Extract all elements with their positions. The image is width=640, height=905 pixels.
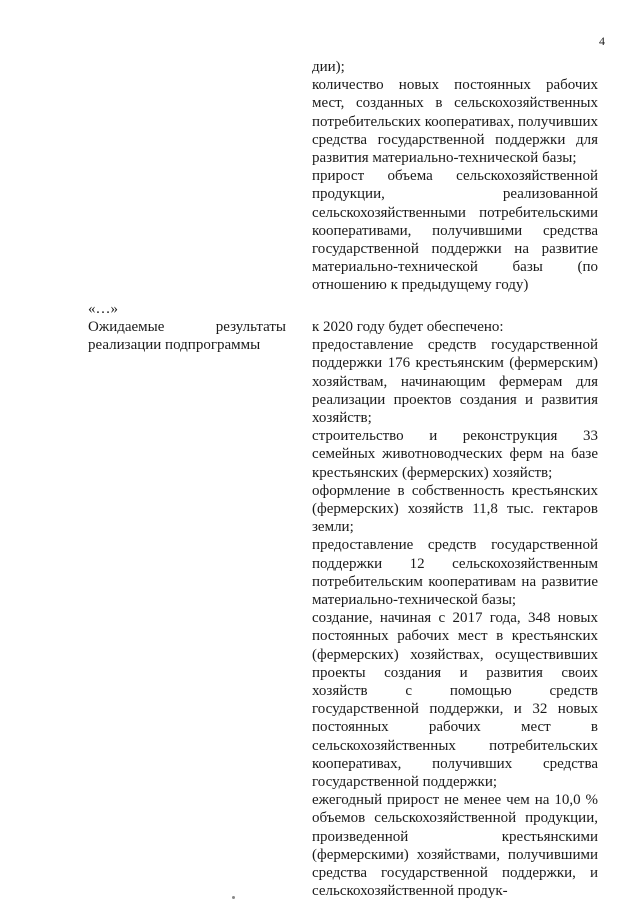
list-item: строительство и реконструкция 33 семейных животноводческих ферм на базе крестьянских (фермерских) хозяйств;	[312, 428, 598, 481]
list-item: создание, начиная с 2017 года, 348 новых постоянных рабочих мест в крестьянских (фермерских) хозяйствах, осуществивших проекты создания и развития своих хозяйств с помощью средств государственной поддержки, и 32 новых постоянных рабочих мест в сельскохозяйственных потребительских кооперативах, получивших средства государственной поддержки;	[312, 610, 598, 791]
omission-mark	[88, 300, 286, 318]
page-number: 4	[599, 34, 605, 48]
list-item: дии);	[312, 59, 345, 75]
list-item: прирост объема сельскохозяйственной продукции, реализованной сельскохозяйственными потребительскими кооперативами, получившими средства государственной поддержки на развитие материально-технической базы (по отношению к предыдущему году)	[312, 168, 598, 294]
list-item: оформление в собственность крестьянских (фермерских) хозяйств 11,8 тыс. гектаров земли;	[312, 482, 598, 536]
section-label-text: Ожидаемые результаты реализации подпрограммы	[88, 319, 286, 354]
indicators-list-continued	[312, 58, 598, 295]
list-item: к 2020 году будет обеспечено:	[312, 319, 504, 335]
expected-results-list	[312, 318, 598, 901]
omission-text: «…»	[88, 301, 118, 317]
list-item: количество новых постоянных рабочих мест, созданных в сельскохозяйственных потребительских кооперативах, получивших средства государственной поддержки для развития материально-технической базы;	[312, 77, 598, 167]
list-item: предоставление средств государственной поддержки 176 крестьянским (фермерским) хозяйствам, начинающим фермерам для реализации проектов создания и развития хозяйств;	[312, 337, 598, 427]
section-label	[88, 318, 286, 354]
scan-speck	[232, 896, 235, 899]
list-item: ежегодный прирост не менее чем на 10,0 % объемов сельскохозяйственной продукции, произведенной крестьянскими (фермерскими) хозяйствами, получившими средства государственной поддержки, и сельскохозяйственной продук-	[312, 792, 598, 900]
list-item: предоставление средств государственной поддержки 12 сельскохозяйственным потребительским кооперативам на развитие материально-технической базы;	[312, 537, 598, 609]
